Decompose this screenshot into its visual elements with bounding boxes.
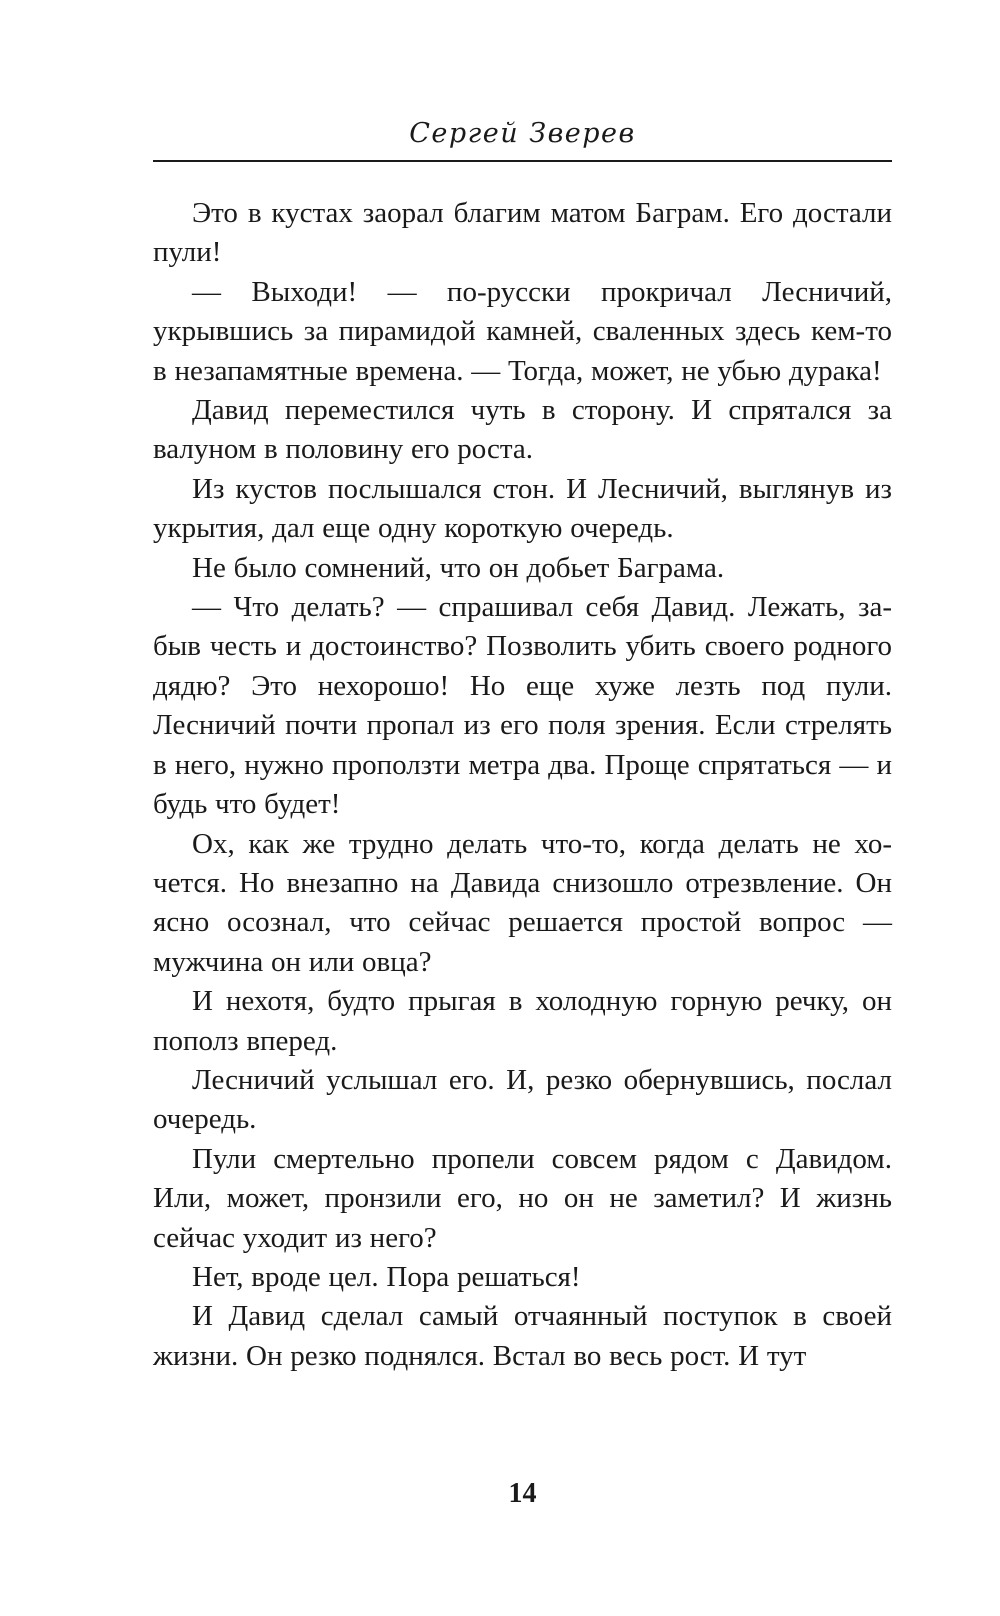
paragraph-6: — Что делать? — спрашивал себя Давид. Лежать, забыв честь и достоинство? Позволить убить своего родного дядю? Это нехорошо! Но еще хуже лезть под пули. Лесничий почти пропал из его поля зрения. Если стрелять в него, нужно проползти метра два. Проще спрятаться — и будь что будет! — [153, 591, 892, 821]
paragraph-4: Из кустов послышался стон. И Лесничий, выглянув из укрытия, дал еще одну короткую очередь. — [153, 472, 892, 545]
paragraph-3: Давид переместился чуть в сторону. И спрятался за валуном в половину его роста. — [153, 394, 892, 466]
paragraph-10: Пули смертельно пропели совсем рядом с Давидом. Или, может, пронзили его, но он не заметил? И жизнь сейчас уходит из него? — [153, 1142, 892, 1254]
page-number: 14 — [508, 1478, 537, 1509]
paragraph-1: Это в кустах заорал благим матом Баграм. Его достали пули! — [153, 197, 892, 269]
running-head-author: Сергей Зверев — [409, 118, 636, 149]
header-divider — [153, 160, 892, 162]
paragraph-5: Не было сомнений, что он добьет Баграма. — [192, 551, 725, 584]
paragraph-11: Нет, вроде цел. Пора решаться! — [192, 1260, 581, 1293]
paragraph-9: Лесничий услышал его. И, резко обернувшись, послал очередь. — [153, 1063, 892, 1136]
paragraph-2: — Выходи! — по-русски прокричал Лесничий, укрывшись за пирамидой камней, сваленных здесь кем-то в незапамятные времена. — Тогда, может, не убью дурака! — [153, 275, 892, 387]
paragraph-8: И нехотя, будто прыгая в холодную горную речку, он пополз вперед. — [153, 985, 892, 1057]
paragraph-12: И Давид сделал самый отчаянный поступок в своей жизни. Он резко поднялся. Встал во весь рост. И тут — [153, 1300, 892, 1372]
paragraph-7: Ох, как же трудно делать что-то, когда делать не хочется. Но внезапно на Давида снизошло отрезвление. Он ясно осознал, что сейчас решается простой вопрос — мужчина он или овца? — [153, 827, 892, 978]
body-text — [153, 194, 892, 1376]
